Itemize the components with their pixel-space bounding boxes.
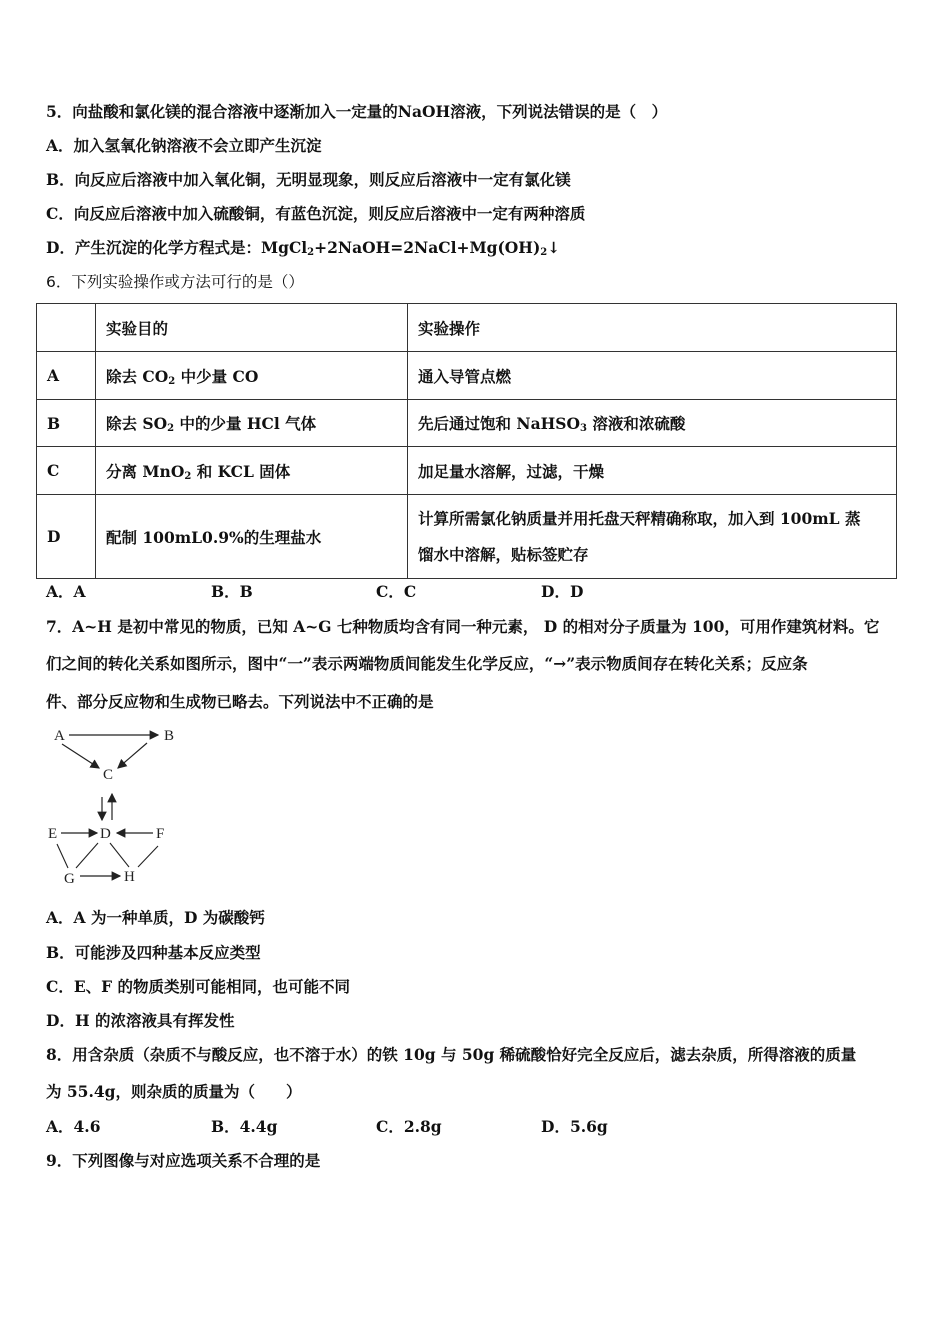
row-operation [408, 495, 897, 579]
node-a: A [54, 728, 65, 744]
q6-stem: 6．下列实验操作或方法可行的是（） [46, 273, 304, 291]
operation-text-end: 溶液和浓硫酸 [586, 414, 686, 433]
row-label: D [37, 495, 96, 579]
q5-option-d [46, 238, 560, 263]
link-d-g [76, 843, 98, 868]
purpose-sub: 2 [167, 423, 175, 434]
link-e-g [57, 844, 68, 868]
row-label: C [37, 447, 96, 495]
table-row [37, 400, 897, 447]
q8-line-1: 8．用含杂质（杂质不与酸反应，也不溶于水）的铁 10g 与 50g 稀硫酸恰好完全反应后，滤去杂质，所得溶液的质量 [46, 1045, 857, 1064]
q6-option-b: B．B [211, 582, 253, 601]
q5-stem: 5．向盐酸和氯化镁的混合溶液中逐渐加入一定量的NaOH溶液，下列说法错误的是（ ） [46, 102, 668, 121]
node-b: B [164, 728, 175, 744]
purpose-sub: 2 [168, 375, 176, 387]
table-row [37, 352, 897, 400]
table-header-operation: 实验操作 [408, 304, 897, 352]
operation-sub: 3 [579, 423, 587, 434]
q5-option-c: C．向反应后溶液中加入硫酸铜，有蓝色沉淀，则反应后溶液中一定有两种溶质 [46, 204, 586, 223]
table-row [37, 447, 897, 495]
q9-stem: 9．下列图像与对应选项关系不合理的是 [46, 1151, 321, 1170]
row-operation: 加足量水溶解，过滤，干燥 [408, 447, 897, 495]
q7-line-3: 件、部分反应物和生成物已略去。下列说法中不正确的是 [46, 692, 434, 711]
link-f-h [138, 846, 158, 867]
q8-option-b: B．4.4g [211, 1117, 278, 1136]
q7-line-1: 7．A~H 是初中常见的物质，已知 A~G 七种物质均含有同一种元素， D 的相对分子质量为 100，可用作建筑材料。它 [46, 617, 880, 636]
table-header-purpose: 实验目的 [96, 304, 408, 352]
row-operation [408, 400, 897, 447]
q5-option-b: B．向反应后溶液中加入氧化铜，无明显现象，则反应后溶液中一定有氯化镁 [46, 170, 571, 189]
node-g: G [64, 871, 75, 887]
arrow-a-c [62, 744, 99, 768]
q5-d-text-2: +2NaOH=2NaCl+Mg(OH) [314, 238, 541, 257]
row-purpose: 配制 100mL0.9%的生理盐水 [96, 495, 408, 579]
purpose-text: 分离 MnO [106, 461, 185, 481]
purpose-text-end: 中的少量 HCl 气体 [174, 414, 317, 433]
q7-option-a: A．A 为一种单质，D 为碳酸钙 [46, 908, 265, 927]
q5-d-sub-1: 2 [307, 247, 315, 258]
node-c: C [103, 767, 114, 783]
row-operation: 通入导管点燃 [408, 352, 897, 400]
q6-option-a: A．A [46, 582, 86, 601]
purpose-text: 除去 SO [106, 414, 168, 433]
node-h: H [124, 869, 135, 885]
purpose-text-end: 和 KCL 固体 [191, 461, 291, 481]
q8-line-2: 为 55.4g，则杂质的质量为（ ） [46, 1082, 302, 1101]
node-f: F [156, 826, 165, 842]
table-header-row [37, 304, 897, 352]
operation-text: 先后通过饱和 NaHSO [418, 414, 580, 433]
q5-d-sub-2: 2 [540, 247, 548, 258]
q5-d-text-1: D．产生沉淀的化学方程式是：MgCl [46, 238, 308, 257]
row-purpose [96, 400, 408, 447]
q8-option-c: C．2.8g [376, 1117, 442, 1136]
q7-option-d: D．H 的浓溶液具有挥发性 [46, 1011, 235, 1030]
row-purpose [96, 447, 408, 495]
arrow-b-c [118, 743, 147, 768]
q7-option-c: C．E、F 的物质类别可能相同，也可能不同 [46, 977, 351, 996]
q7-line-2: 们之间的转化关系如图所示，图中“一”表示两端物质间能发生化学反应，“→”表示物质间存在转化关系；反应条 [46, 654, 808, 673]
q6-option-c: C．C [376, 582, 417, 601]
row-label: A [37, 352, 96, 400]
q5-d-text-3: ↓ [547, 238, 561, 257]
purpose-text-end: 中少量 CO [175, 366, 259, 386]
table-header-label [37, 304, 96, 352]
q6-option-d: D．D [541, 582, 584, 601]
purpose-sub: 2 [184, 470, 192, 482]
node-d: D [100, 826, 111, 842]
experiment-table [36, 303, 897, 579]
conversion-diagram [44, 722, 194, 892]
operation-line-1: 计算所需氯化钠质量并用托盘天秤精确称取，加入到 100mL 蒸 [418, 508, 861, 528]
q5-option-a: A．加入氢氧化钠溶液不会立即产生沉淀 [46, 136, 322, 155]
operation-line-2: 馏水中溶解，贴标签贮存 [418, 544, 589, 564]
node-e: E [48, 826, 58, 842]
row-purpose [96, 352, 408, 400]
link-d-h [110, 843, 129, 867]
row-label: B [37, 400, 96, 447]
q8-option-a: A．4.6 [46, 1117, 101, 1136]
q7-option-b: B．可能涉及四种基本反应类型 [46, 943, 261, 962]
table-row [37, 495, 897, 579]
purpose-text: 除去 CO [106, 366, 169, 386]
q8-option-d: D．5.6g [541, 1117, 608, 1136]
